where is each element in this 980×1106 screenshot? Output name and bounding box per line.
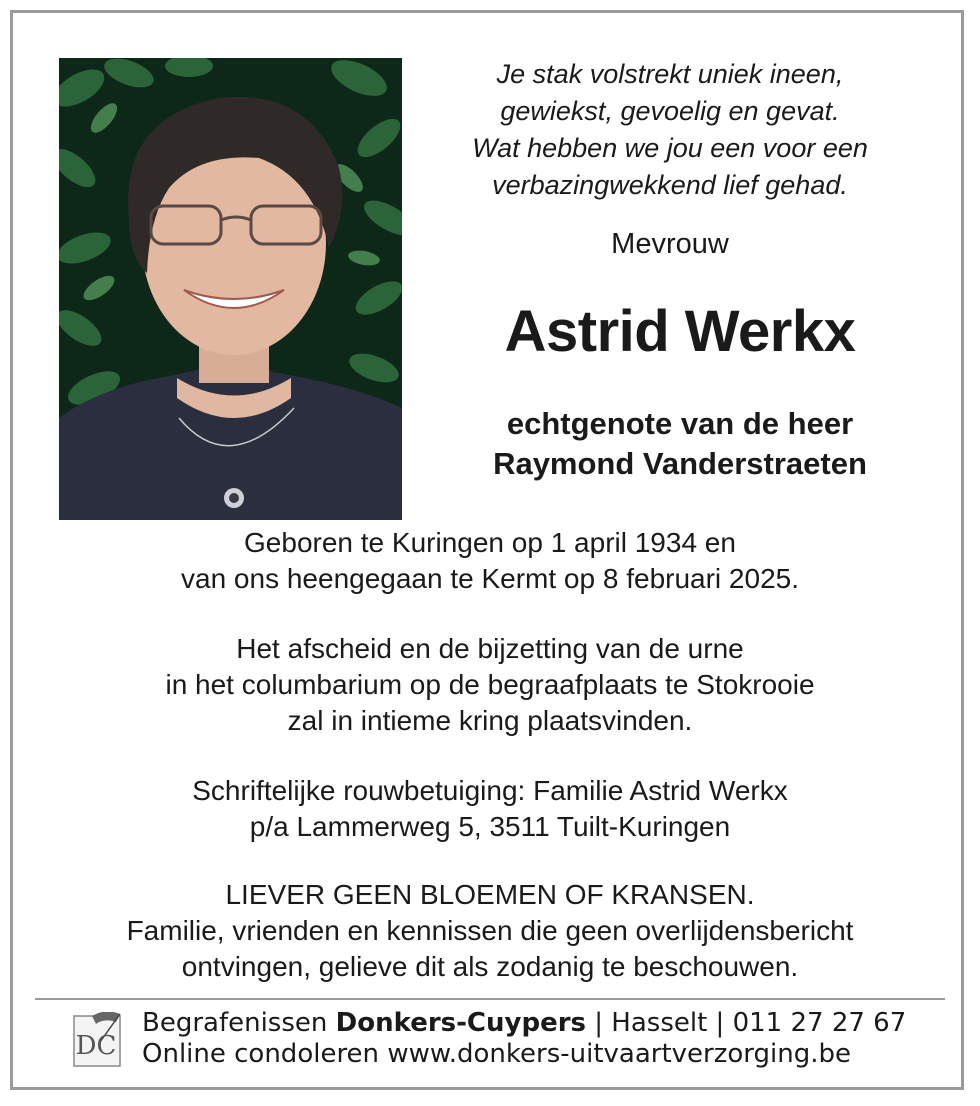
ceremony-line: zal in intieme kring plaatsvinden. [287, 705, 693, 736]
ceremony-line: Het afscheid en de bijzetting van de urne [236, 633, 744, 664]
deceased-name: Astrid Werkx [504, 299, 856, 364]
portrait-photo [59, 58, 402, 520]
honorific: Mevrouw [611, 228, 729, 260]
company-prefix: Begrafenissen [142, 1008, 336, 1038]
flowers-notice [40, 877, 940, 985]
spouse-line-1: echtgenote van de heer [506, 406, 854, 441]
online-line [142, 1039, 942, 1070]
poem-line: Je stak volstrekt uniek ineen, [496, 59, 844, 89]
online-label: Online condoleren [142, 1039, 388, 1069]
notice-line: Familie, vrienden en kennissen die geen overlijdensbericht [126, 915, 854, 946]
logo-letters: DC [75, 1031, 117, 1061]
notice-line: ontvingen, gelieve dit als zodanig te beschouwen. [181, 951, 799, 982]
poem-line: Wat hebben we jou een voor een [472, 133, 868, 163]
no-flowers-line: LIEVER GEEN BLOEMEN OF KRANSEN. [225, 879, 755, 910]
company-name: Donkers-Cuypers [335, 1008, 587, 1038]
address-line: p/a Lammerweg 5, 3511 Tuilt-Kuringen [249, 811, 731, 842]
company-phone: 011 27 27 67 [732, 1008, 907, 1038]
birth-death-info [40, 525, 940, 597]
funeral-home-logo [72, 1012, 124, 1068]
company-city: | Hasselt | [586, 1008, 733, 1038]
ceremony-info [40, 631, 940, 739]
memorial-poem [420, 56, 920, 204]
poem-line: verbazingwekkend lief gehad. [492, 170, 848, 200]
condolence-address [40, 773, 940, 845]
birth-line: Geboren te Kuringen op 1 april 1934 en [244, 527, 736, 558]
footer-divider [35, 998, 945, 1000]
poem-line: gewiekst, gevoelig en gevat. [500, 96, 840, 126]
death-line: van ons heengegaan te Kermt op 8 februari 2025. [181, 563, 799, 594]
spouse-info [420, 404, 940, 484]
condolence-line: Schriftelijke rouwbetuiging: Familie Astrid Werkx [192, 775, 788, 806]
website-link[interactable]: www.donkers-uitvaartverzorging.be [387, 1039, 851, 1069]
funeral-home-footer [142, 1008, 942, 1070]
ceremony-line: in het columbarium op de begraafplaats te Stokrooie [165, 669, 815, 700]
spouse-line-2: Raymond Vanderstraeten [493, 446, 867, 481]
company-line [142, 1008, 942, 1039]
